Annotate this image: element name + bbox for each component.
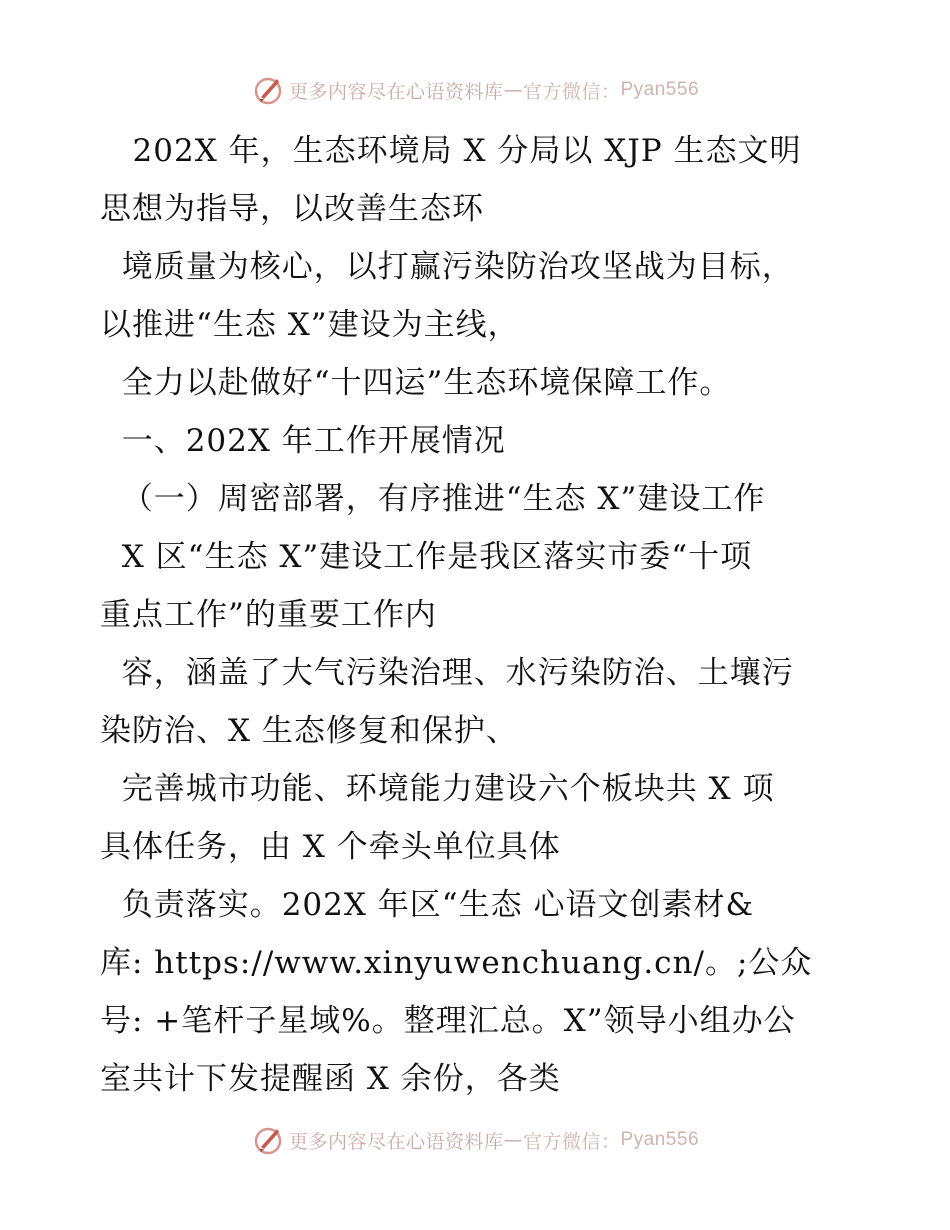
- text-line: 重点工作”的重要工作内: [100, 597, 437, 633]
- text-line: 全力以赴做好“十四运”生态环境保障工作。: [100, 365, 732, 401]
- text-line: 室共计下发提醒函 X 余份，各类: [100, 1061, 561, 1097]
- text-line: 库: https://www.xinyuwenchuang.cn/。;公众: [100, 945, 813, 981]
- watermark-wechat-id: Pyan556: [620, 79, 700, 100]
- subsection-heading: （一）周密部署，有序推进“生态 X”建设工作: [100, 481, 766, 517]
- text-line: 境质量为核心，以打赢污染防治攻坚战为目标，: [100, 249, 794, 285]
- text-line: 202X 年，生态环境局 X 分局以 XJP 生态文明: [100, 133, 802, 169]
- header-watermark: [0, 68, 950, 112]
- text-line: 染防治、X 生态修复和保护、: [100, 713, 518, 749]
- text-line: 负责落实。202X 年区“生态 心语文创素材&: [100, 887, 755, 923]
- text-line: 完善城市功能、环境能力建设六个板块共 X 项: [100, 771, 775, 807]
- document-body: [100, 122, 860, 1108]
- watermark-wechat-id: Pyan556: [620, 1129, 700, 1150]
- watermark-wechat-label: 官方微信：: [522, 1130, 621, 1153]
- watermark-dash: —: [503, 79, 523, 101]
- text-line: 容，涵盖了大气污染治理、水污染防治、土壤污: [100, 655, 794, 691]
- text-line: 以推进“生态 X”建设为主线，: [100, 307, 520, 343]
- quill-logo-icon: [251, 73, 285, 107]
- section-heading: 一、202X 年工作开展情况: [100, 423, 506, 459]
- watermark-wechat-label: 官方微信：: [522, 80, 621, 103]
- text-line: X 区“生态 X”建设工作是我区落实市委“十项: [100, 539, 753, 575]
- watermark-text: 更多内容尽在心语资料库: [288, 80, 504, 103]
- text-line: 具体任务，由 X 个牵头单位具体: [100, 829, 561, 865]
- quill-logo-icon: [251, 1123, 285, 1157]
- watermark-text: 更多内容尽在心语资料库: [288, 1130, 504, 1153]
- text-line: 号: +笔杆子星域%。整理汇总。X”领导小组办公: [100, 1003, 796, 1039]
- watermark-dash: —: [503, 1129, 523, 1151]
- footer-watermark: [0, 1118, 950, 1162]
- text-line: 思想为指导，以改善生态环: [100, 191, 484, 227]
